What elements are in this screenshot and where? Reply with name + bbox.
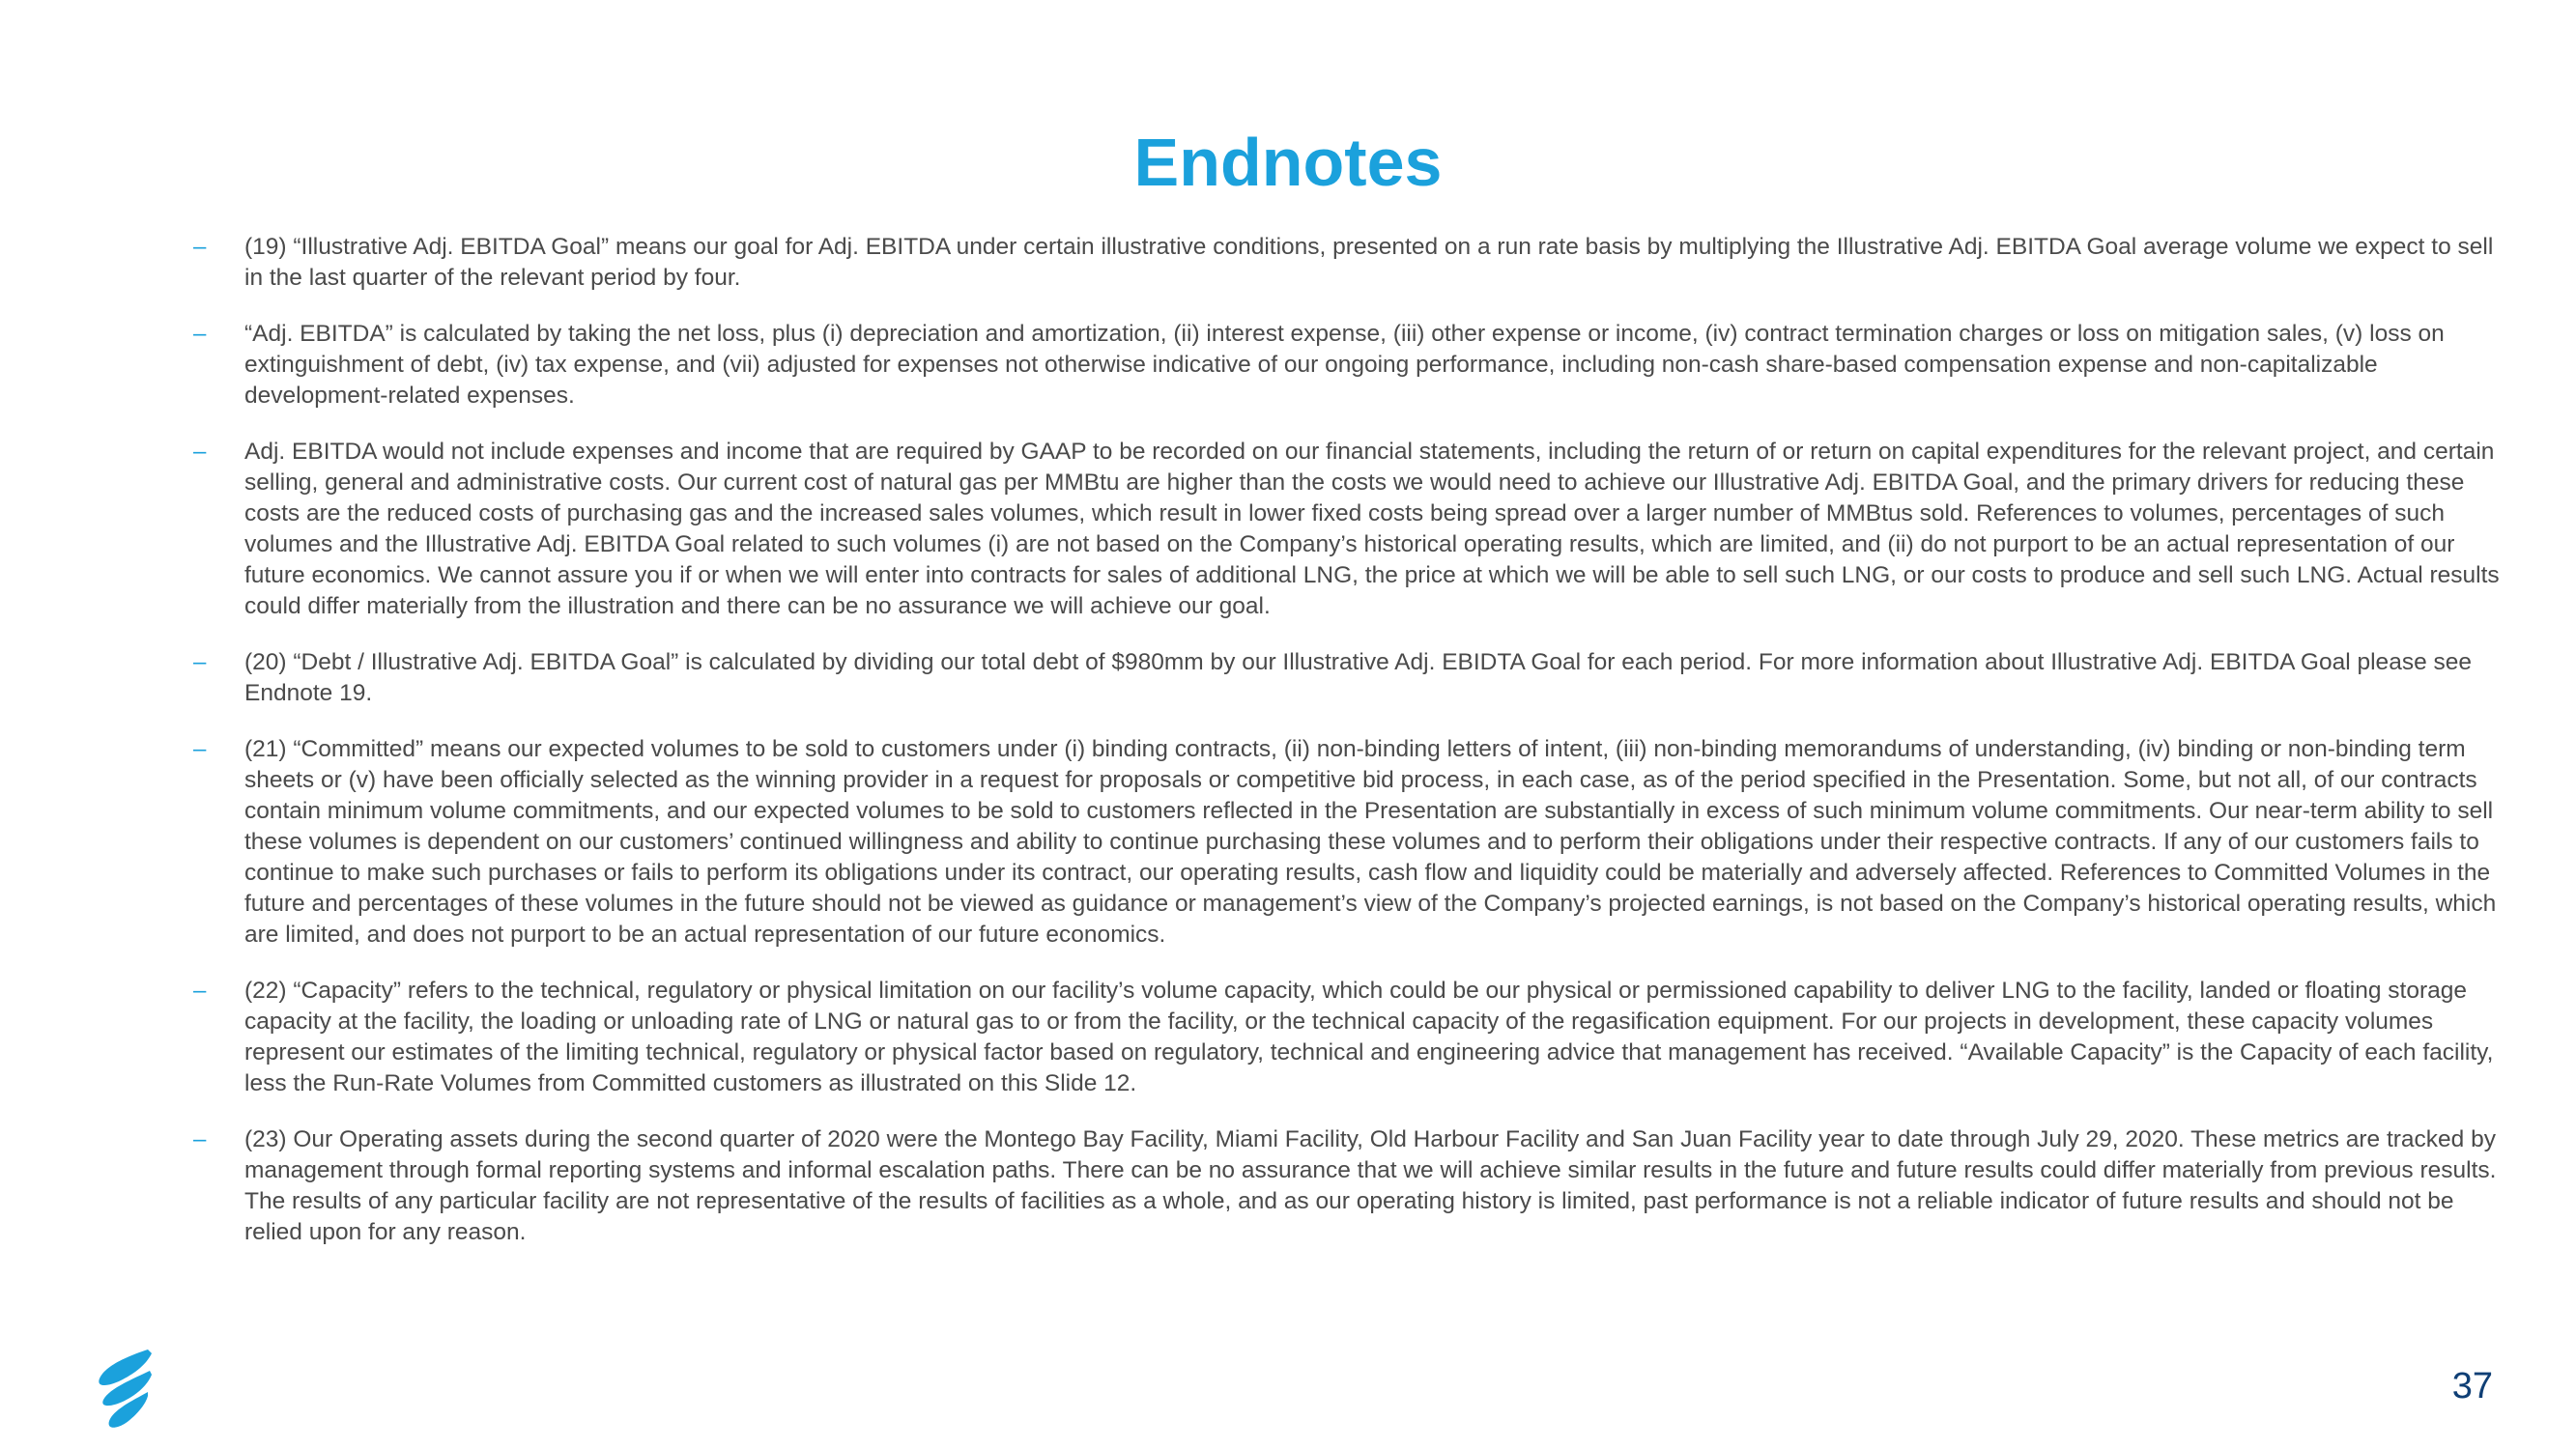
endnote-item [193,319,2512,412]
bullet-dash: – [193,649,207,675]
bullet-dash: – [193,439,207,465]
endnote-text: (23) Our Operating assets during the second quarter of 2020 were the Montego Bay Facility, Miami Facility, Old Harbour Facility and San Juan Facility year to date through July 29, 2020. These metrics are tracked by management through formal reporting systems and informal escalation paths. There can be no assurance that we will achieve similar results in the future and future results could differ materially from previous results. The results of any particular facility are not representative of the results of facilities as a whole, and as our operating history is limited, past performance is not a reliable indicator of future results and should not be relied upon for any reason. [244,1126,2497,1245]
endnote-text: “Adj. EBITDA” is calculated by taking the net loss, plus (i) depreciation and amortization, (ii) interest expense, (iii) other expense or income, (iv) contract termination charges or loss on mitigation sales, (v) loss on extinguishment of debt, (iv) tax expense, and (vii) adjusted for expenses not otherwise indicative of our ongoing performance, including non-cash share-based compensation expense and non-capitalizable development-related expenses. [244,321,2445,409]
bullet-dash: – [193,321,207,347]
endnote-text: (22) “Capacity” refers to the technical, regulatory or physical limitation on our facility’s volume capacity, which could be our physical or permissioned capability to deliver LNG to the facility, landed or floating storage capacity at the facility, the loading or unloading rate of LNG or natural gas to or from the facility, or the technical capacity of the regasification equipment. For our projects in development, these capacity volumes represent our estimates of the limiting technical, regulatory or physical factor based on regulatory, technical and engineering advice that management has received. “Available Capacity” is the Capacity of each facility, less the Run-Rate Volumes from Committed customers as illustrated on this Slide 12. [244,978,2494,1096]
endnote-item [193,1124,2512,1248]
endnote-item [193,647,2512,709]
endnote-item [193,232,2512,294]
endnote-text: (19) “Illustrative Adj. EBITDA Goal” means our goal for Adj. EBITDA under certain illustrative conditions, presented on a run rate basis by multiplying the Illustrative Adj. EBITDA Goal average volume we expect to sell in the last quarter of the relevant period by four. [244,234,2494,291]
page-number: 37 [2451,1366,2493,1406]
flame-logo-icon [92,1348,161,1436]
endnote-text: (21) “Committed” means our expected volumes to be sold to customers under (i) binding contracts, (ii) non-binding letters of intent, (iii) non-binding memorandums of understanding, (iv) binding or non-binding term sheets or (v) have been officially selected as the winning provider in a request for proposals or competitive bid process, in each case, as of the period specified in the Presentation. Some, but not all, of our contracts contain minimum volume commitments, and our expected volumes to be sold to customers reflected in the Presentation are substantially in excess of such minimum volume commitments. Our near-term ability to sell these volumes is dependent on our customers’ continued willingness and ability to continue purchasing these volumes and to perform their obligations under their respective contracts. If any of our customers fails to continue to make such purchases or fails to perform its obligations under its contract, our operating results, cash flow and liquidity could be materially and adversely affected. References to Committed Volumes in the future and percentages of these volumes in the future should not be viewed as guidance or management’s view of the Company’s projected earnings, is not based on the Company’s historical operating results, which are limited, and does not purport to be an actual representation of our future economics. [244,736,2497,948]
bullet-dash: – [193,234,207,260]
endnote-item [193,437,2512,622]
bullet-dash: – [193,978,207,1004]
endnote-item [193,734,2512,951]
page-title: Endnotes [1133,125,1443,200]
endnote-text: (20) “Debt / Illustrative Adj. EBITDA Goal” is calculated by dividing our total debt of $980mm by our Illustrative Adj. EBIDTA Goal for each period. For more information about Illustrative Adj. EBITDA Goal please see Endnote 19. [244,649,2472,706]
bullet-dash: – [193,736,207,762]
endnote-item [193,976,2512,1099]
endnotes-list [193,232,2512,1273]
endnote-text: Adj. EBITDA would not include expenses and income that are required by GAAP to be recorded on our financial statements, including the return of or return on capital expenditures for the relevant project, and certain selling, general and administrative costs. Our current cost of natural gas per MMBtu are higher than the costs we would need to achieve our Illustrative Adj. EBITDA Goal, and the primary drivers for reducing these costs are the reduced costs of purchasing gas and the increased sales volumes, which result in lower fixed costs being spread over a larger number of MMBtus sold. References to volumes, percentages of such volumes and the Illustrative Adj. EBITDA Goal related to such volumes (i) are not based on the Company’s historical operating results, which are limited, and (ii) do not purport to be an actual representation of our future economics. We cannot assure you if or when we will enter into contracts for sales of additional LNG, the price at which we will be able to sell such LNG, or our costs to produce and sell such LNG. Actual results could differ materially from the illustration and there can be no assurance we will achieve our goal. [244,439,2500,619]
bullet-dash: – [193,1126,207,1152]
